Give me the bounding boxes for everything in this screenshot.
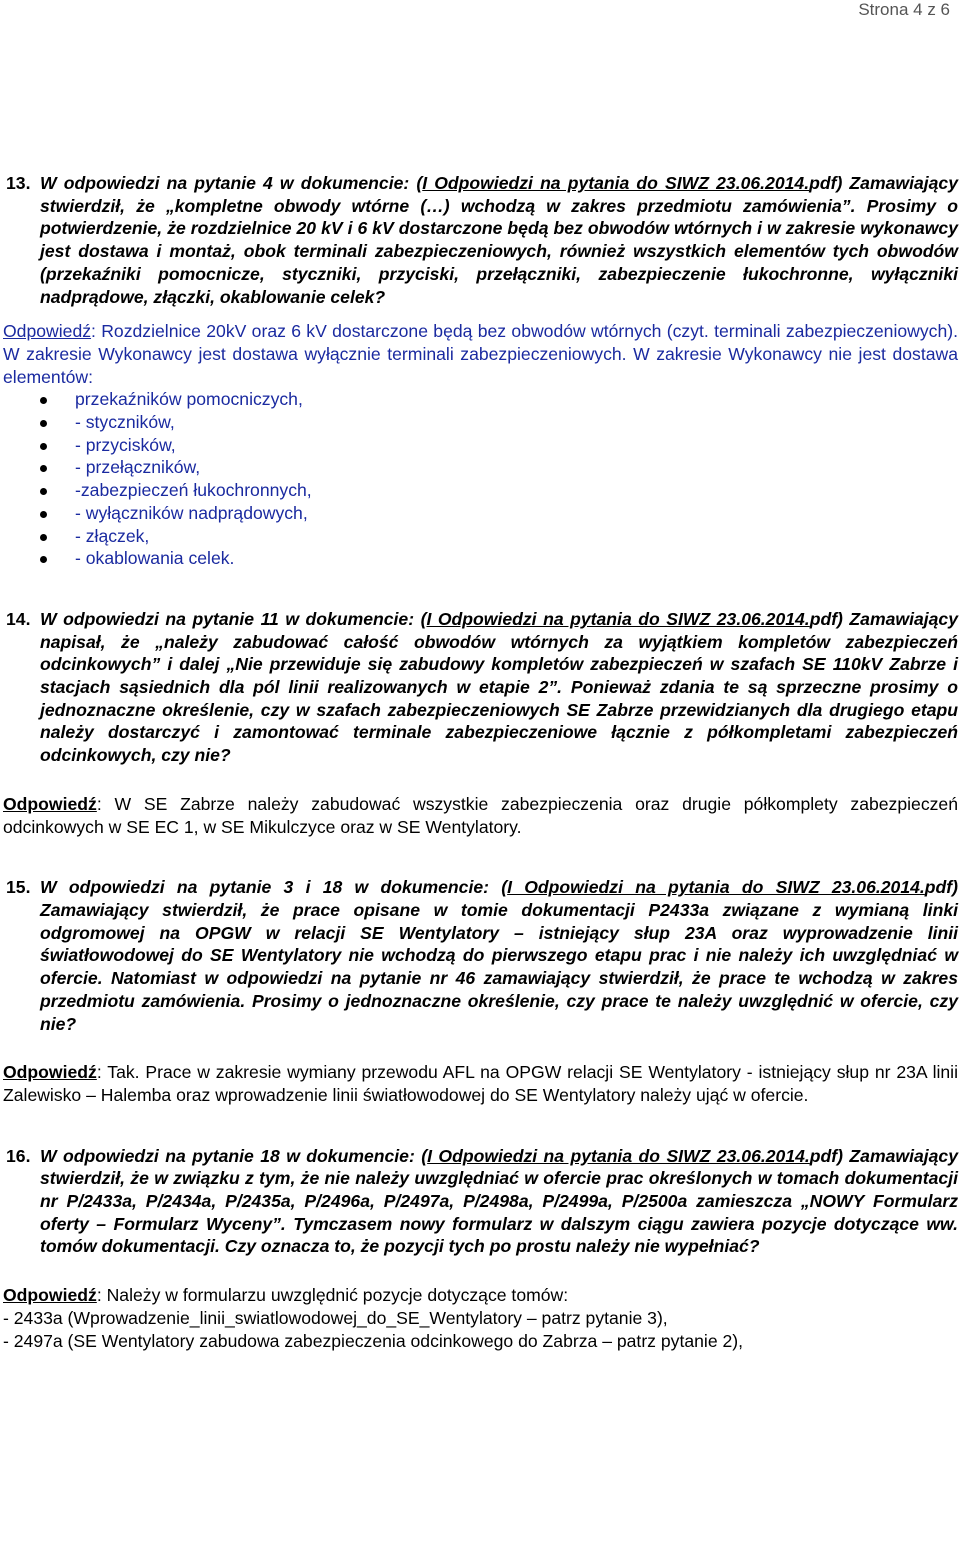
bullet-icon xyxy=(40,465,47,472)
answer-label: Odpowiedź xyxy=(3,1285,97,1306)
answer-13 xyxy=(0,320,958,388)
document-link[interactable]: I Odpowiedzi na pytania do SIWZ 23.06.2014. xyxy=(426,608,810,629)
question-request: Tymczasem nowy formularz w dalszym ciągu zawiera pozycje dotyczące ww. tomów dokumentacji. Czy oznacza to, że pozycji tych po prostu należy nie wypełniać? xyxy=(40,1213,958,1257)
answer-line: - 2433a (Wprowadzenie_linii_swiatlowodowej_do_SE_Wentylatory – patrz pytanie 3), xyxy=(3,1307,668,1328)
question-text: pdf) Zamawiający stwierdził, że w związku z tym, że nie należy uwzględniać w ofercie prac określonych w tomach dokumentacji nr P/2433a, P/2434a, P/2435a, P/2496a, P/2497a, P/2498a, P/2499a, P/2500a zamieszcza „NOWY Formularz oferty – Formularz Wyceny”. xyxy=(40,1145,958,1234)
question-text: pdf) Zamawiający stwierdził, że prace opisane w tomie dokumentacji P2433a związane z wymianą linki odgromowej na OPGW w relacji SE Wentylatory – istniejący słup 23A oraz wyprowadzenie linii światłowodowej do SE Wentylatory nie wchodzą do pierwszego etapu prac i nie należy ich uwzględniać w ofercie. Natomiast w odpowiedzi na pytanie nr 46 zamawiający stwierdził, że prace te wchodzą w zakres przedmiotu zamówienia. xyxy=(40,877,958,1011)
question-text: pdf) Zamawiający napisał, że „należy zabudować całość obwodów wtórnych za wyjątkiem kompletów zabezpieczeń odcinkowych” i dalej „Nie przewiduje się zabudowy kompletów zabezpieczeń w szafach SE 110kV Zabrze i stacjach sąsiednich dla pól linii realizowanych w etapie 2”. xyxy=(40,608,958,698)
bullet-icon xyxy=(40,556,47,563)
question-number: 15. xyxy=(6,877,31,898)
answer-label: Odpowiedź xyxy=(3,321,92,342)
question-number: 16. xyxy=(6,1145,31,1166)
list-item: - wyłączników nadprądowych, xyxy=(0,502,958,525)
document-link[interactable]: I Odpowiedzi na pytania do SIWZ 23.06.2014. xyxy=(427,1145,810,1166)
list-item: -zabezpieczeń łukochronnych, xyxy=(0,479,958,502)
list-item: - złączek, xyxy=(0,525,958,548)
list-item: - przycisków, xyxy=(0,434,958,457)
question-number: 14. xyxy=(6,608,31,629)
list-item: - styczników, xyxy=(0,411,958,434)
answer-16 xyxy=(0,1284,958,1352)
page-number: Strona 4 z 6 xyxy=(858,0,950,19)
list-item: przekaźników pomocniczych, xyxy=(0,388,958,411)
answer-text: : W SE Zabrze należy zabudować wszystkie zabezpieczenia oraz drugie półkomplety zabezpieczeń odcinkowych w SE EC 1, w SE Mikulczyce oraz w SE Wentylatory. xyxy=(3,793,958,837)
document-body xyxy=(0,172,958,1352)
question-lead: W odpowiedzi na pytanie 18 w dokumencie: ( xyxy=(40,1145,428,1166)
question-15 xyxy=(0,876,958,1035)
answer-text: : Tak. Prace w zakresie wymiany przewodu AFL na OPGW relacji SE Wentylatory - istniejący słup nr 23A linii Zalewisko – Halemba oraz wprowadzenie linii światłowodowej do SE Wentylatory należy ująć w ofercie. xyxy=(3,1062,958,1105)
answer-label: Odpowiedź xyxy=(3,1062,97,1083)
bullet-icon xyxy=(40,443,47,450)
question-14 xyxy=(0,608,958,767)
answer-14 xyxy=(0,793,958,838)
bullet-icon xyxy=(40,397,47,404)
bullet-icon xyxy=(40,488,47,495)
question-13 xyxy=(0,172,958,308)
answer-text: : Rozdzielnice 20kV oraz 6 kV dostarczone będą bez obwodów wtórnych (czyt. terminali zabezpieczeniowych). W zakresie Wykonawcy jest dostawa wyłącznie terminali zabezpieczeniowych. W zakresie Wykonawcy nie jest dostawa elementów: xyxy=(3,321,958,387)
bullet-icon xyxy=(40,420,47,427)
question-request: Prosimy o jednoznaczne określenie, czy prace te należy uwzględnić w ofercie, czy nie? xyxy=(40,990,958,1034)
answer-label: Odpowiedź xyxy=(3,793,97,814)
question-lead: W odpowiedzi na pytanie 4 w dokumencie: ( xyxy=(40,173,423,193)
question-request: Ponieważ zdania te są sprzeczne prosimy o jednoznaczne określenie, czy w szafach zabezpieczeniowych SE Zabrze przewidzianych dla drugiego etapu należy dostarczyć i zamontować terminale zabezpieczeniowe łącznie z półkompletami zabezpieczeń odcinkowych, czy nie? xyxy=(40,677,958,766)
question-request: Prosimy o potwierdzenie, że rozdzielnice 20 kV i 6 kV dostarczone będą bez obwodów wtórnych i w zakresie wykonawcy jest dostawa i montaż, obok terminali zabezpieczeniowych, również wszystkich elementów tych obwodów (przekaźniki pomocnicze, styczniki, przyciski, przełączniki, zabezpieczenie łukochronne, wyłączniki nadprądowe, złączki, okablowanie celek? xyxy=(40,195,958,307)
bullet-icon xyxy=(40,534,47,541)
question-16 xyxy=(0,1145,958,1259)
question-text: pdf) Zamawiający stwierdził, że „kompletne obwody wtórne (…) wchodzą w zakres przedmiotu zamówienia”. xyxy=(40,173,958,216)
bullet-icon xyxy=(40,511,47,518)
question-lead: W odpowiedzi na pytanie 3 i 18 w dokumencie: ( xyxy=(40,877,508,898)
list-item: - przełączników, xyxy=(0,456,958,479)
answer-15 xyxy=(0,1061,958,1106)
document-link[interactable]: I Odpowiedzi na pytania do SIWZ 23.06.2014. xyxy=(422,173,810,193)
list-item: - okablowania celek. xyxy=(0,547,958,570)
answer-text: : Należy w formularzu uwzględnić pozycje dotyczące tomów: xyxy=(96,1285,569,1306)
document-link[interactable]: I Odpowiedzi na pytania do SIWZ 23.06.2014. xyxy=(507,877,925,898)
question-number: 13. xyxy=(6,173,31,193)
answer-line: - 2497a (SE Wentylatory zabudowa zabezpieczenia odcinkowego do Zabrza – patrz pytanie 2), xyxy=(3,1330,744,1351)
excluded-elements-list xyxy=(0,388,958,570)
question-lead: W odpowiedzi na pytanie 11 w dokumencie: ( xyxy=(40,608,427,629)
